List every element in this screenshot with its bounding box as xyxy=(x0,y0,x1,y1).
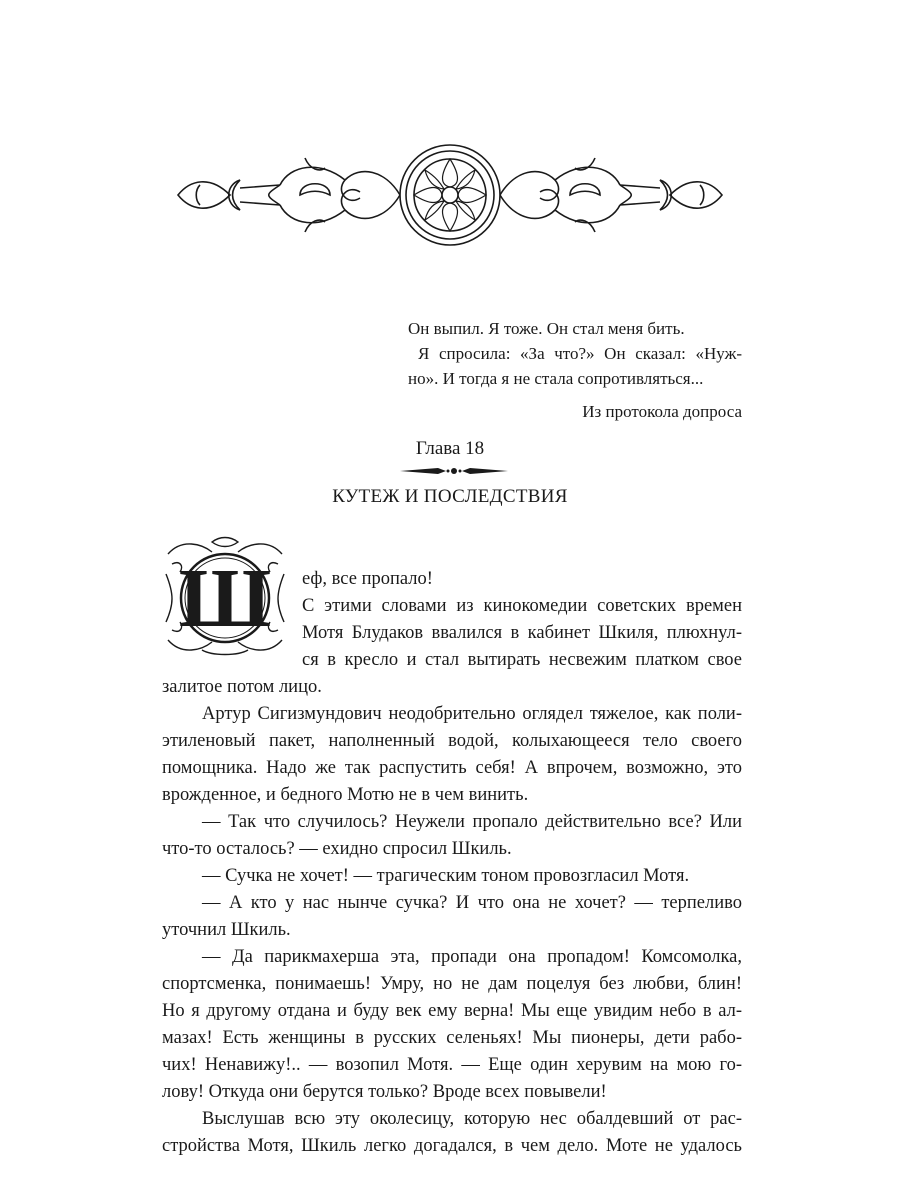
epigraph-line-3: но». И тогда я не стала сопротивляться... xyxy=(408,369,704,388)
epigraph xyxy=(408,316,742,424)
epigraph-line-2: Я спросила: «За что?» Он сказал: «Нуж- xyxy=(418,344,742,363)
chapter-body xyxy=(162,566,742,1160)
chapter-divider-ornament xyxy=(398,464,510,478)
chapter-title: КУТЕЖ И ПОСЛЕДСТВИЯ xyxy=(332,486,568,507)
dropcap-letter: Ш xyxy=(178,552,272,645)
body-line: — А кто у нас нынче сучка? И что она не хочет? — терпеливо xyxy=(202,893,742,913)
body-line: что-то осталось? — ехидно спросил Шкиль. xyxy=(162,839,512,859)
body-line: — Сучка не хочет! — трагическим тоном провозгласил Мотя. xyxy=(202,866,690,886)
body-line: Артур Сигизмундович неодобрительно оглядел тяжелое, как поли- xyxy=(202,704,742,724)
body-line: еф, все пропало! xyxy=(302,569,433,589)
body-line: — Так что случилось? Неужели пропало действительно все? Или xyxy=(202,812,742,832)
body-line: ся в кресло и стал вытирать несвежим платком свое xyxy=(302,650,742,670)
body-line: уточнил Шкиль. xyxy=(162,920,291,940)
body-line: врожденное, и бедного Мотю не в чем винить. xyxy=(162,785,529,805)
body-line: Мотя Блудаков ввалился в кабинет Шкиля, плюхнул- xyxy=(302,623,742,643)
body-line: помощника. Надо же так распустить себя! А впрочем, возможно, это xyxy=(162,758,742,778)
body-line: чих! Ненавижу!.. — возопил Мотя. — Еще один херувим на мою го- xyxy=(162,1055,742,1075)
body-line: этиленовый пакет, наполненный водой, колыхающееся тело своего xyxy=(162,731,742,751)
chapter-number: Глава 18 xyxy=(415,438,485,459)
body-line: Но я другому отдана и буду век ему верна! Мы еще увидим небо в ал- xyxy=(162,1001,742,1021)
body-line: Выслушав всю эту околесицу, которую нес обалдевший от рас- xyxy=(202,1109,742,1129)
decorative-header-ornament xyxy=(170,140,730,250)
body-line: мазах! Есть женщины в русских селеньях! Мы пионеры, дети рабо- xyxy=(162,1028,742,1048)
body-line: стройства Мотя, Шкиль легко догадался, в чем дело. Моте не удалось xyxy=(162,1136,742,1156)
body-line: спортсменка, понимаешь! Умру, но не дам поцелуя без любви, блин! xyxy=(162,974,742,994)
epigraph-source: Из протокола допроса xyxy=(582,402,742,421)
body-line: залитое потом лицо. xyxy=(162,677,322,697)
body-line: — Да парикмахерша эта, пропади она пропадом! Комсомолка, xyxy=(202,947,742,967)
body-line: С этими словами из кинокомедии советских времен xyxy=(302,596,742,616)
body-line: лову! Откуда они берутся только? Вроде всех повывели! xyxy=(162,1082,607,1102)
epigraph-line-1: Он выпил. Я тоже. Он стал меня бить. xyxy=(408,319,685,338)
